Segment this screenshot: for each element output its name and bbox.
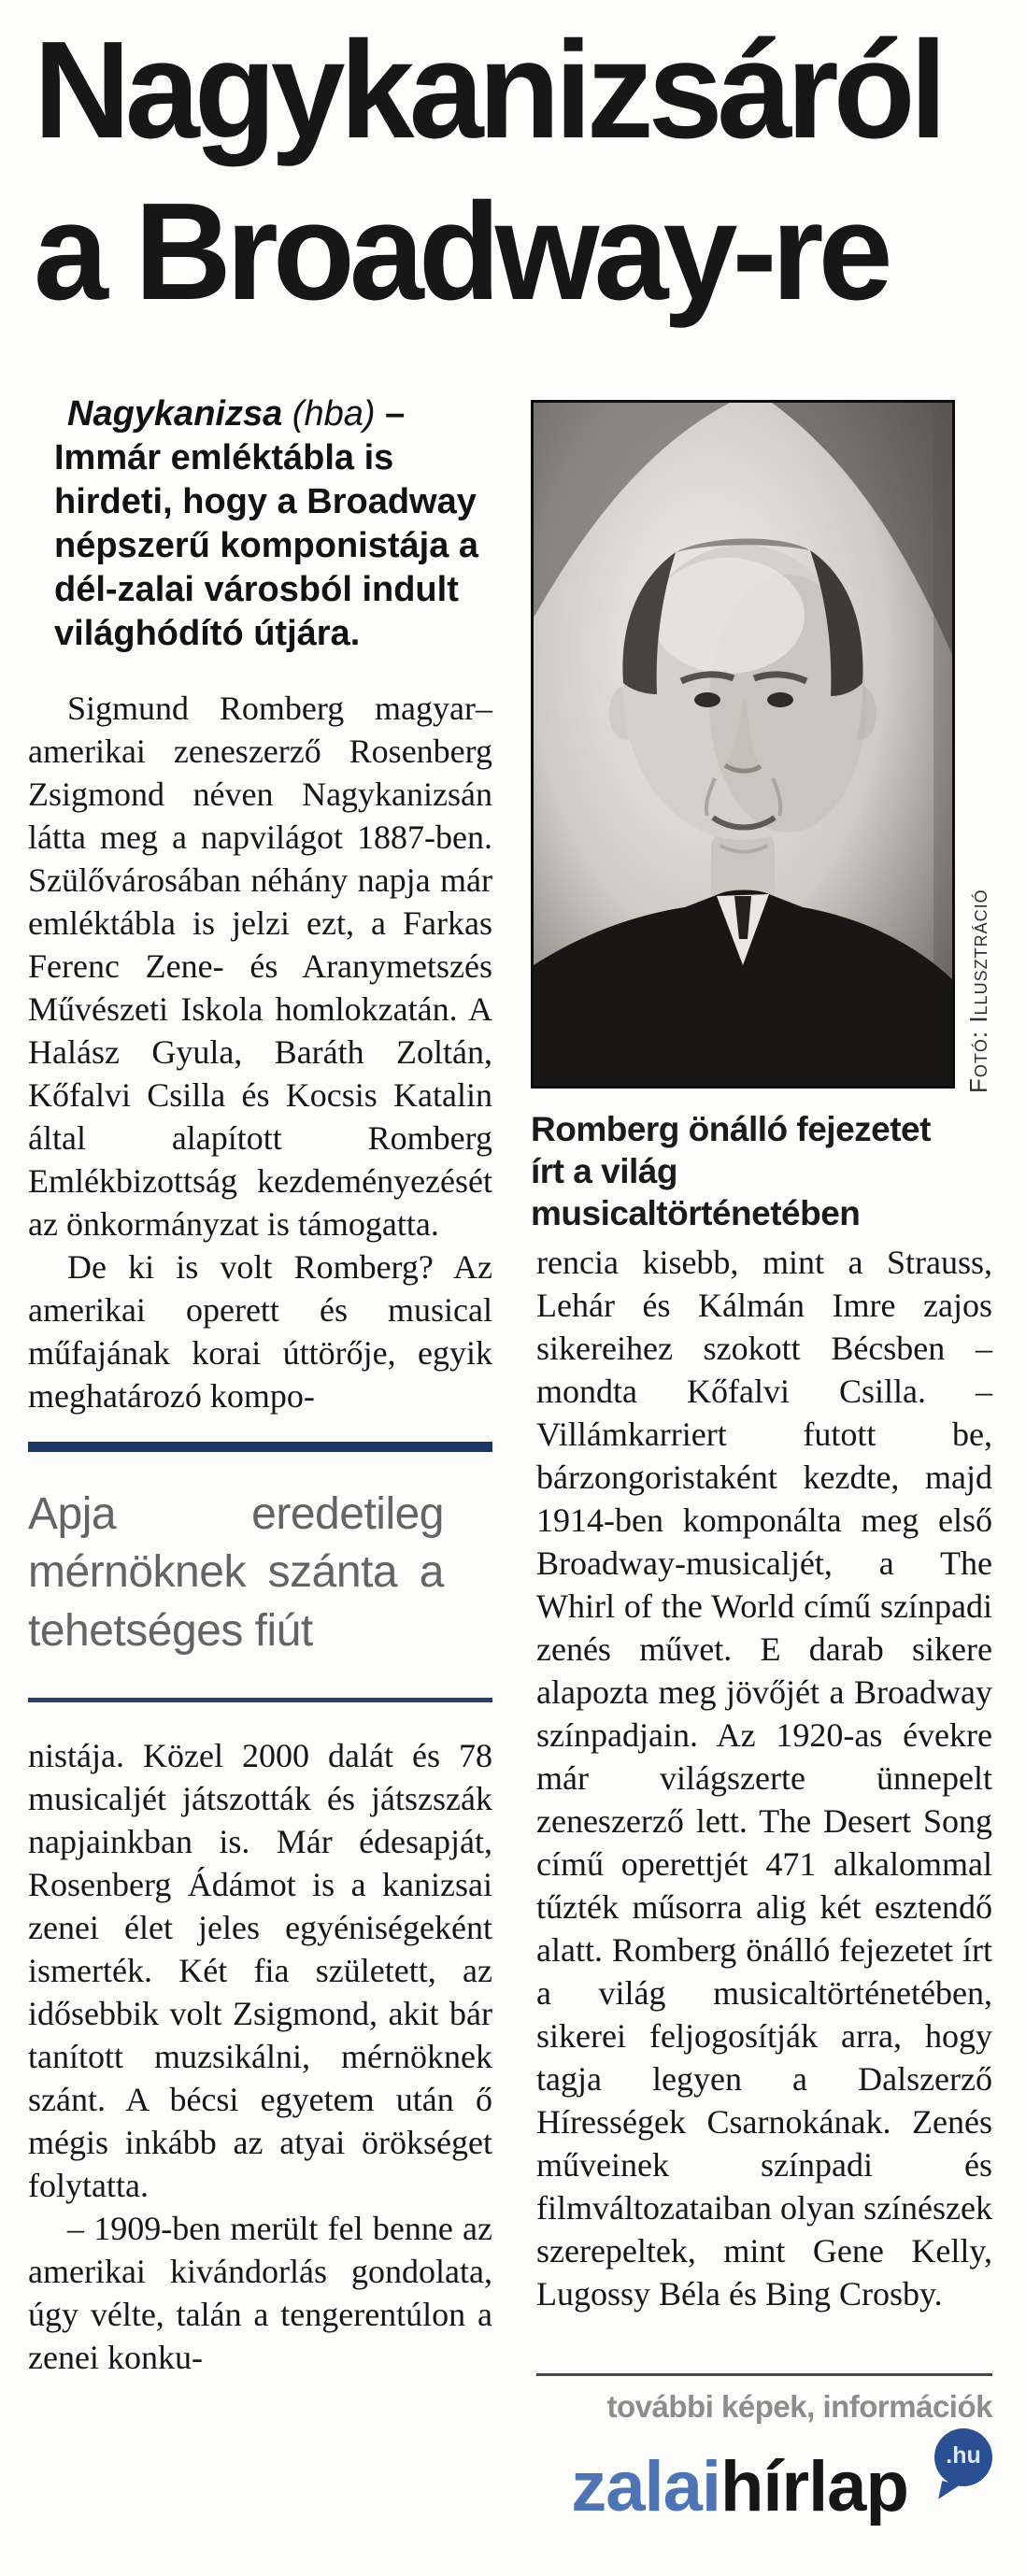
more-info-text: további képek, információk: [606, 2389, 992, 2424]
headline-line-2: a Broadway-re: [34, 175, 888, 330]
lead-paragraph: [54, 392, 514, 656]
body-paragraph: De ki is volt Romberg? Az amerikai operett és musical műfajának korai úttörője, egyik meghatározó kompo-: [28, 1248, 492, 1415]
lead-text: – Immár emléktábla is hirdeti, hogy a Broadway népszerű komponistája a dél-zalai városból indult világhódító útjára.: [54, 394, 479, 653]
dateline-location: Nagykanizsa: [67, 394, 283, 434]
left-column: [28, 687, 492, 2379]
footer-divider: [536, 2373, 992, 2376]
subheading-block: [28, 1442, 492, 1702]
right-column: [536, 1241, 992, 2315]
footer: [536, 2373, 992, 2526]
zalaihirlap-logo: [536, 2428, 992, 2526]
logo-text-hirlap: hírlap: [720, 2447, 908, 2526]
bubble-tail: [938, 2481, 961, 2503]
body-paragraph: – 1909-ben merült fel benne az amerikai kivándorlás gondolata, úgy vélte, talán a tengerentúlon a zenei konku-: [28, 2210, 492, 2377]
headline-line-1: Nagykanizsáról: [34, 13, 942, 167]
body-paragraph: rencia kisebb, mint a Strauss, Lehár és Kálmán Imre zajos sikereihez szokott Bécsben – mondta Kőfalvi Csilla. – Villámkarriert futott be, bárzongoristaként kezdte, majd 1914-ben komponálta meg első Broadway-musicaljét, a The Whirl of the World című színpadi zenés művet. E darab sikere alapozta meg jövőjét a Broadway színpadjain. Az 1920-as évekre már világszerte ünnepelt zeneszerző lett. The Desert Song című operettjét 471 alkalommal tűzték műsorra alig két esztendő alatt. Romberg önálló fejezetet írt a világ musicaltörténetében, sikerei feljogosítják arra, hogy tagja legyen a Dalszerző Hírességek Csarnokának. Zenés műveinek színpadi és filmváltozataiban olyan színészek szerepeltek, mint Gene Kelly, Lugossy Béla és Bing Crosby.: [536, 1244, 992, 2313]
logo-text-zalai: zalai: [571, 2447, 720, 2526]
hu-bubble-icon: [934, 2428, 992, 2486]
portrait-illustration: [534, 403, 952, 1086]
photo-caption: Romberg önálló fejezetet írt a világ musicaltörténetében: [531, 1110, 931, 1232]
body-paragraph: nistája. Közel 2000 dalát és 78 musicaljét játszották és játszszák napjainkban is. Már édesapját, Rosenberg Ádámot is a kanizsai zenei élet jeles egyéniségeként ismerték. Két fia született, az idősebbik volt Zsigmond, akit bár tanított muzsikálni, mérnöknek szánt. A bécsi egyetem után ő mégis inkább az atyai örökséget folytatta.: [28, 1737, 492, 2205]
body-paragraph: Sigmund Romberg magyar–amerikai zeneszerző Rosenberg Zsigmond néven Nagykanizsán látta meg a napvilágot 1887-ben. Szülővárosában néhány napja már emléktábla is jelzi ezt, a Farkas Ferenc Zene- és Aranymetszés Művészeti Iskola homlokzatán. A Halász Gyula, Baráth Zoltán, Kőfalvi Csilla és Kocsis Katalin által alapított Romberg Emlékbizottság kezdeményezését az önkormányzat is támogatta.: [28, 690, 492, 1243]
article-headline: [34, 9, 1024, 333]
hu-bubble-label: .hu: [946, 2442, 981, 2469]
byline: (hba): [292, 394, 376, 434]
portrait-photo: [531, 400, 955, 1089]
photo-credit: Fotó: Illusztráció: [964, 889, 992, 1093]
divider-rule-bottom: [28, 1698, 492, 1702]
divider-rule-top: [28, 1442, 492, 1452]
subheading: Apja eredetileg mérnöknek szánta a tehetséges fiút: [28, 1489, 444, 1656]
